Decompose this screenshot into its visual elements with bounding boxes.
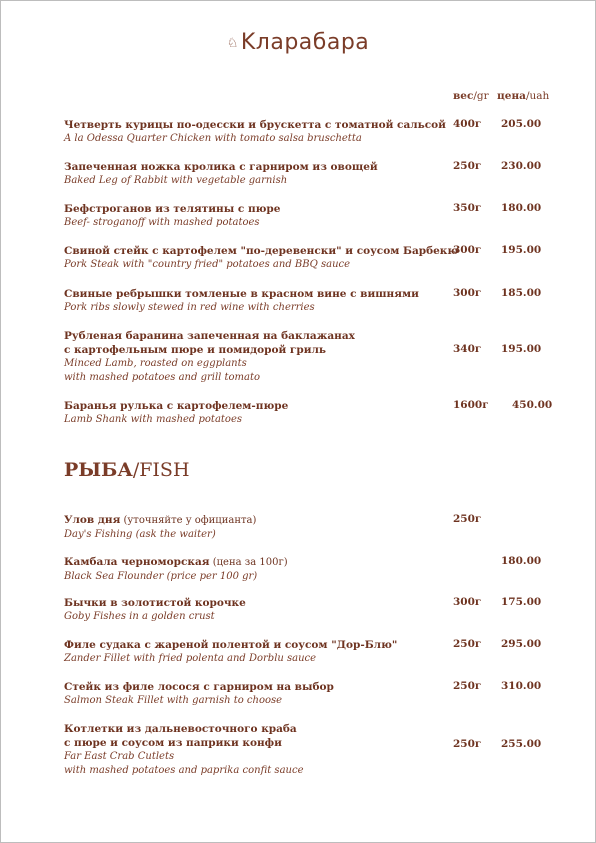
- item-weight: 250г: [453, 160, 482, 172]
- menu-item-crab-cutlets: Котлетки из дальневосточного краба с пюре и соусом из паприки конфи Far East Crab Cutlets with mashed potatoes and paprika confit sauce 250г 255.00: [64, 723, 542, 776]
- price-column-header: цена/uah: [497, 90, 550, 102]
- menu-item-lamb-shank: Баранья рулька с картофелем-пюре Lamb Shank with mashed potatoes 1600г 450.00: [64, 399, 553, 425]
- logo-text: Kларабара: [240, 30, 370, 55]
- menu-item-odessa-chicken: Четверть курицы по-одесски и брускетта с томатной сальсой A la Odessa Quarter Chicken with tomato salsa bruschetta 400г 205.00: [64, 118, 542, 144]
- item-weight: 340г: [453, 343, 482, 355]
- item-price: 310.00: [501, 680, 542, 692]
- restaurant-logo: [0, 30, 596, 55]
- menu-item-black-sea-flounder: Камбала черноморская (цена за 100г) Black Sea Flounder (price per 100 gr) 180.00: [64, 555, 542, 582]
- menu-item-days-fishing: Улов дня (уточняйте у официанта) Day's Fishing (ask the waiter) 250г: [64, 513, 482, 540]
- item-price: 195.00: [501, 244, 542, 256]
- item-price: 175.00: [501, 596, 542, 608]
- item-weight: 250г: [453, 513, 482, 525]
- item-price: 230.00: [501, 160, 542, 172]
- item-weight: 400г: [453, 118, 482, 130]
- weight-column-header: вес/gr: [453, 90, 489, 102]
- item-weight: 250г: [453, 680, 482, 692]
- menu-item-goby-fishes: Бычки в золотистой корочке Goby Fishes in a golden crust 300г 175.00: [64, 596, 542, 622]
- item-weight: 300г: [453, 287, 482, 299]
- menu-item-pork-steak: Свиной стейк с картофелем "по-деревенски" и соусом Барбекю Pork Steak with "country fried" potatoes and BBQ sauce 300г 195.00: [64, 244, 542, 270]
- item-weight: 250г: [453, 638, 482, 650]
- item-weight: 300г: [453, 244, 482, 256]
- section-title-fish: РЫБА/FISH: [64, 459, 190, 481]
- menu-item-zander-fillet: Филе судака с жареной полентой и соусом "Дор-Блю" Zander Fillet with fried polenta and Dorblu sauce 250г 295.00: [64, 638, 542, 664]
- item-weight: 250г: [453, 738, 482, 750]
- menu-item-salmon-steak: Стейк из филе лосося с гарниром на выбор Salmon Steak Fillet with garnish to choose 250г 310.00: [64, 680, 542, 706]
- item-price: 295.00: [501, 638, 542, 650]
- item-weight: 350г: [453, 202, 482, 214]
- logo-knight-icon: ♘: [226, 36, 239, 51]
- item-weight: 300г: [453, 596, 482, 608]
- item-price: 195.00: [501, 343, 542, 355]
- item-price: 180.00: [501, 555, 542, 567]
- menu-item-rabbit-leg: Запеченная ножка кролика с гарниром из овощей Baked Leg of Rabbit with vegetable garnish 250г 230.00: [64, 160, 542, 186]
- item-price: 205.00: [501, 118, 542, 130]
- item-price: 255.00: [501, 738, 542, 750]
- item-price: 180.00: [501, 202, 542, 214]
- menu-item-pork-ribs: Свиные ребрышки томленые в красном вине с вишнями Pork ribs slowly stewed in red wine with cherries 300г 185.00: [64, 287, 542, 313]
- item-price: 185.00: [501, 287, 542, 299]
- item-price: 450.00: [512, 399, 553, 411]
- menu-item-minced-lamb: Рубленая баранина запеченная на баклажанах с картофельным пюре и помидорой гриль Minced Lamb, roasted on eggplants with mashed potatoes and grill tomato 340г 195.00: [64, 330, 542, 383]
- menu-item-beef-stroganoff: Бефстроганов из телятины с пюре Beef- stroganoff with mashed potatoes 350г 180.00: [64, 202, 542, 228]
- item-weight: 1600г: [453, 399, 489, 411]
